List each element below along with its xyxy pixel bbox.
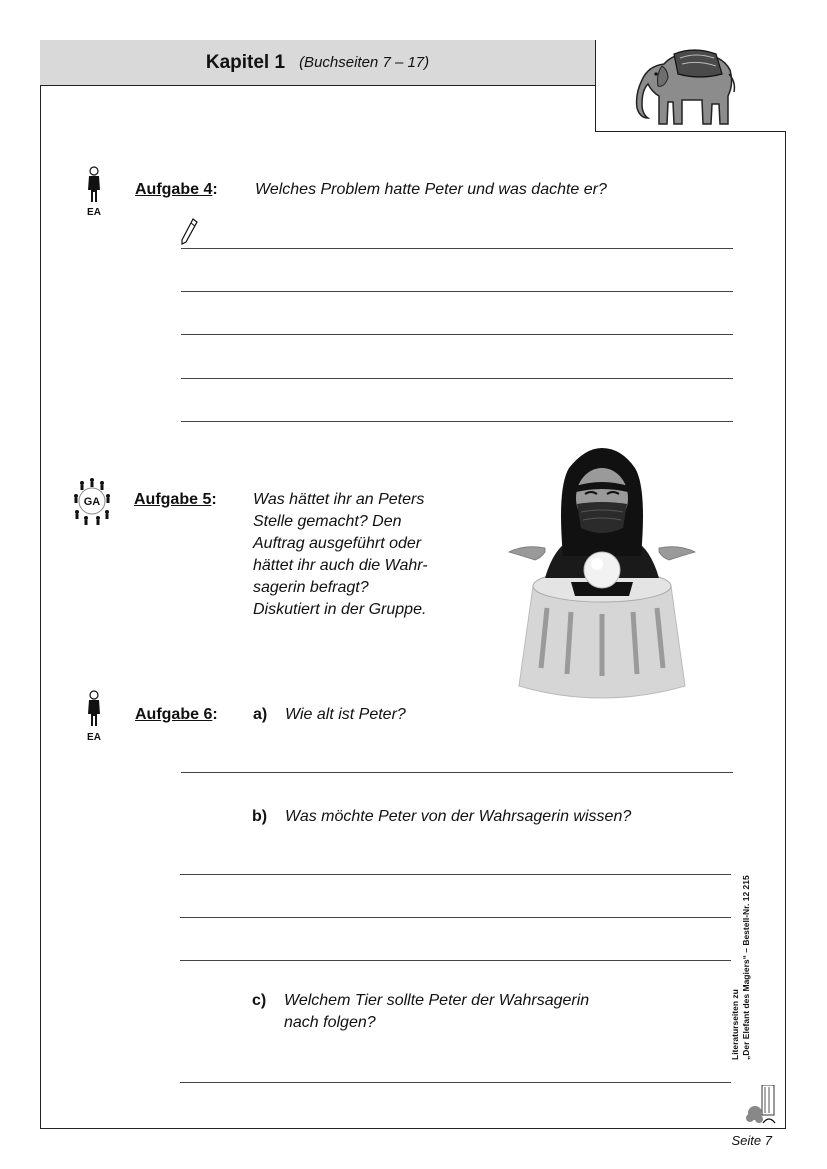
individual-work-badge: EA — [87, 732, 101, 743]
answer-line[interactable] — [180, 917, 731, 918]
person-icon — [86, 690, 102, 728]
task-6c-question: Welchem Tier sollte Peter der Wahrsagerin nach folgen? — [284, 992, 590, 1031]
task-6b-letter: b) — [252, 808, 268, 825]
answer-line[interactable] — [181, 378, 733, 379]
answer-line[interactable] — [181, 421, 733, 422]
answer-line[interactable] — [181, 334, 733, 335]
chapter-title: Kapitel 1 — [205, 51, 286, 73]
elephant-icon — [634, 44, 738, 128]
chapter-subtitle: (Buchseiten 7 – 17) — [299, 54, 430, 71]
answer-line[interactable] — [180, 874, 731, 875]
answer-line[interactable] — [181, 291, 733, 292]
task-6c-letter: c) — [252, 992, 267, 1009]
task-4-question: Welches Problem hatte Peter und was dachte er? — [255, 181, 607, 198]
task-6-label: Aufgabe 6: — [135, 706, 218, 723]
task-4-label: Aufgabe 4: — [135, 181, 218, 198]
fortune-teller-illustration — [505, 448, 699, 704]
answer-line[interactable] — [181, 772, 733, 773]
answer-line[interactable] — [180, 1082, 731, 1083]
page-number: Seite 7 — [731, 1133, 772, 1148]
publisher-logo-icon — [745, 1085, 779, 1125]
task-5-question: Was hättet ihr an Peters Stelle gemacht? Den Auftrag ausgeführt oder hättet ihr auch die Wahr- sagerin befragt? Diskutiert in der Gruppe. — [253, 491, 428, 618]
chapter-header — [40, 40, 595, 86]
sidebar-line-1: Literaturseiten zu — [730, 989, 740, 1060]
person-icon — [86, 166, 102, 204]
task-5-label: Aufgabe 5: — [134, 491, 217, 508]
task-6a-question: Wie alt ist Peter? — [285, 706, 406, 723]
sidebar-line-2: „Der Elefant des Magiers“ – Bestell-Nr. 12 215 — [741, 875, 751, 1060]
publisher-sidebar — [730, 875, 752, 1060]
pencil-icon — [180, 218, 198, 246]
answer-line[interactable] — [181, 248, 733, 249]
task-6b-question: Was möchte Peter von der Wahrsagerin wissen? — [285, 808, 632, 825]
task-6a-letter: a) — [253, 706, 268, 723]
elephant-illustration-box — [595, 40, 786, 132]
individual-work-badge: EA — [87, 207, 101, 218]
answer-line[interactable] — [180, 960, 731, 961]
group-work-badge: GA — [83, 496, 101, 508]
